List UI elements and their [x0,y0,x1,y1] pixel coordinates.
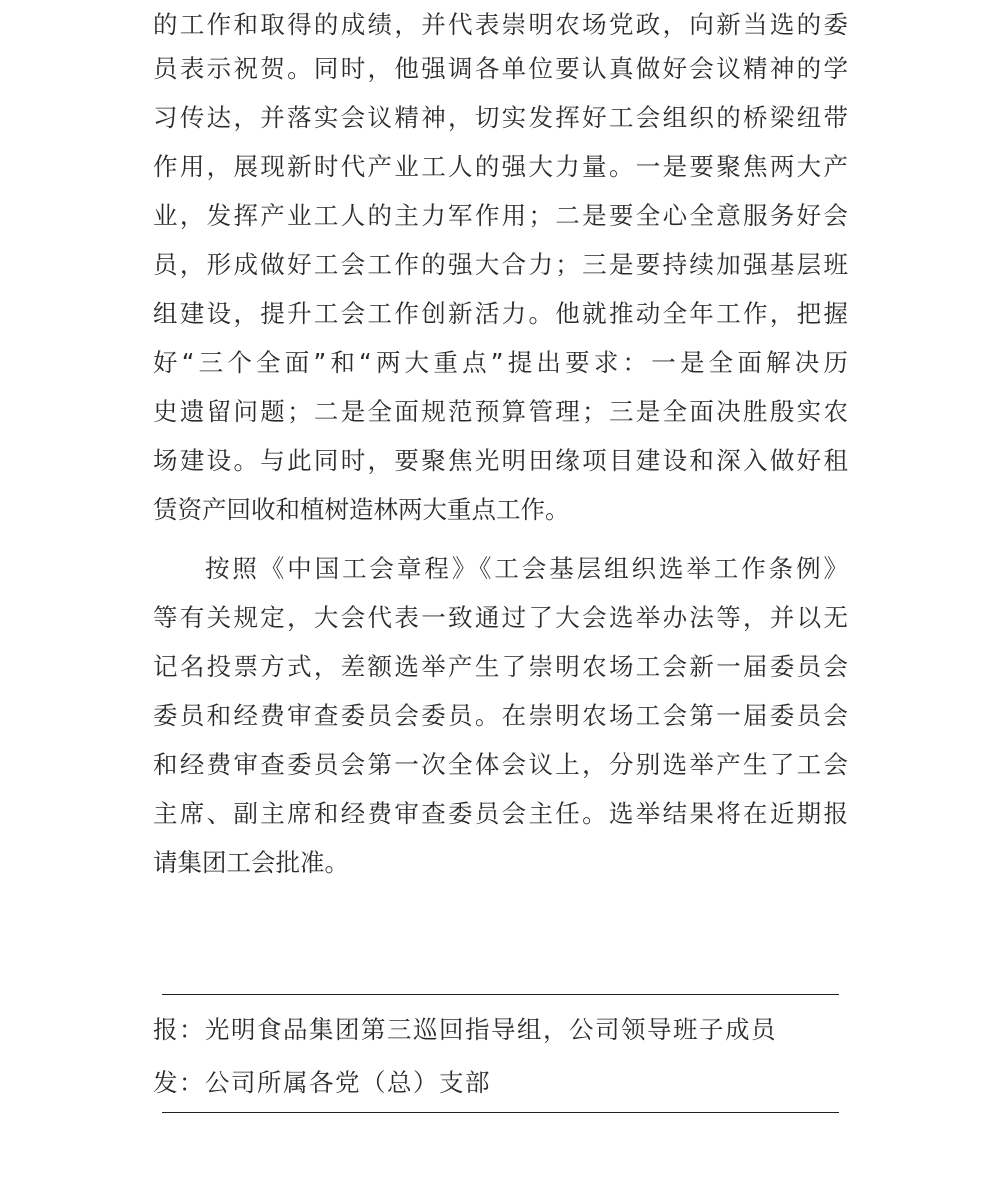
text-line: 组建设，提升工会工作创新活力。他就推动全年工作，把握 [153,299,848,328]
text-line: 主席、副主席和经费审查委员会主任。选举结果将在近期报 [153,799,848,828]
text-line: 按照《中国工会章程》《工会基层组织选举工作条例》 [205,554,848,583]
text-line: 赁资产回收和植树造林两大重点工作。 [153,495,570,524]
text-line: 记名投票方式，差额选举产生了崇明农场工会新一届委员会 [153,652,848,681]
report-to-line: 报：光明食品集团第三巡回指导组，公司领导班子成员 [153,1015,777,1044]
text-line: 请集团工会批准。 [153,848,349,877]
text-line: 业，发挥产业工人的主力军作用；二是要全心全意服务好会 [153,201,848,230]
bottom-divider [162,1112,839,1113]
text-line: 作用，展现新时代产业工人的强大力量。一是要聚焦两大产 [153,152,848,181]
text-line: 员，形成做好工会工作的强大合力；三是要持续加强基层班 [153,250,848,279]
text-line: 等有关规定，大会代表一致通过了大会选举办法等，并以无 [153,603,848,632]
text-line: 史遗留问题；二是全面规范预算管理；三是全面决胜殷实农 [153,397,848,426]
top-divider [162,994,839,995]
text-line: 员表示祝贺。同时，他强调各单位要认真做好会议精神的学 [153,54,848,83]
text-line: 场建设。与此同时，要聚焦光明田缘项目建设和深入做好租 [153,446,848,475]
text-line: 好“三个全面”和“两大重点”提出要求：一是全面解决历 [153,348,848,377]
text-line: 和经费审查委员会第一次全体会议上，分别选举产生了工会 [153,750,848,779]
text-line: 习传达，并落实会议精神，切实发挥好工会组织的桥梁纽带 [153,103,848,132]
text-line: 委员和经费审查委员会委员。在崇明农场工会第一届委员会 [153,701,848,730]
text-line: 的工作和取得的成绩，并代表崇明农场党政，向新当选的委 [153,10,848,39]
send-to-line: 发：公司所属各党（总）支部 [153,1068,491,1097]
